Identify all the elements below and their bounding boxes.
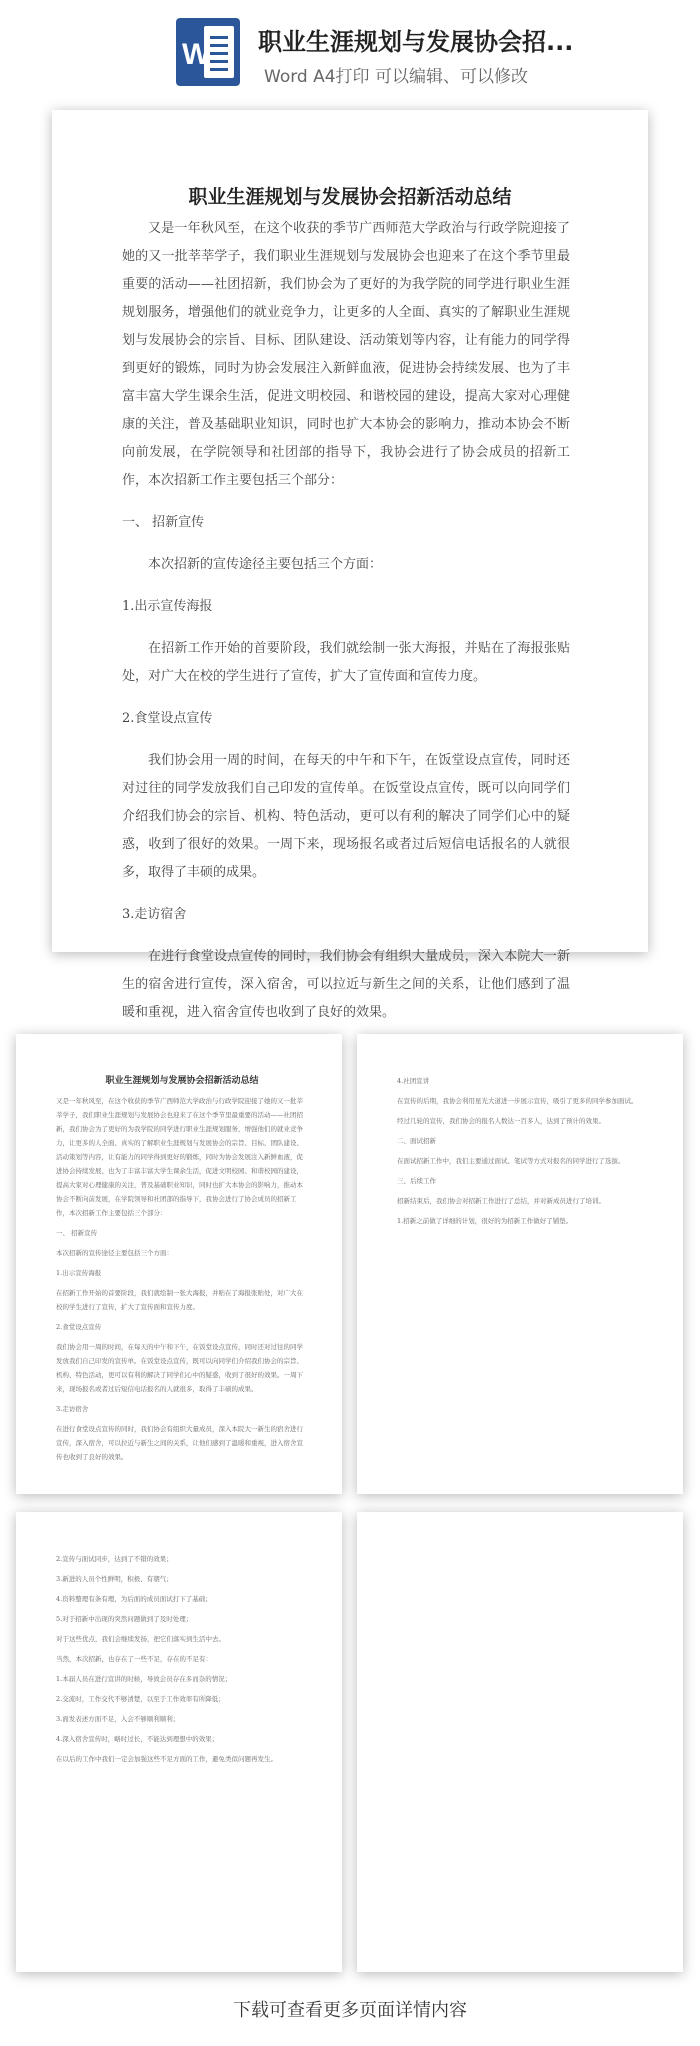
section-intro: 本次招新的宣传途径主要包括三个方面： xyxy=(148,557,383,572)
thumb-text: 2.宣传与面试同步，达到了不错的效果； xyxy=(56,1555,173,1563)
document-body xyxy=(122,215,570,1027)
thumb-text: 在招新工作开始的首要阶段，我们就绘制一张大海报，并贴在了海报张贴处，对广大在校的学生进行了宣传，扩大了宣传面和宣传力度。 xyxy=(56,1289,303,1311)
thumb-text: 二、面试招新 xyxy=(397,1137,436,1145)
thumb-text: 一、 招新宣传 xyxy=(56,1229,98,1237)
page-thumbnail-1[interactable] xyxy=(16,1034,342,1494)
thumb-text: 3.面发表述方面不足，入会不够顺利顺利； xyxy=(56,1715,180,1723)
thumb-text: 4.资料整理有条有理，为后面的成员面试打下了基础； xyxy=(56,1595,212,1603)
thumb-text: 经过几轮的宣传，我们协会的报名人数达一百多人，达到了预计的效果。 xyxy=(397,1117,605,1125)
thumb-text: 3.走访宿舍 xyxy=(56,1405,89,1413)
thumb-text: 在进行食堂设点宣传的同时，我们协会有组织大量成员，深入本院大一新生的宿舍进行宣传，深入宿舍，可以拉近与新生之间的关系，让他们感到了温暖和重视，进入宿舍宣传也收到了良好的效果。 xyxy=(56,1425,303,1461)
thumb-text: 5.对于招新中出现的突然问题做到了及时处理； xyxy=(56,1615,193,1623)
page-thumbnail-2[interactable] xyxy=(357,1034,683,1494)
thumb-text: 3.新进的人员个性鲜明，积极、有朝气； xyxy=(56,1575,173,1583)
document-page-preview xyxy=(52,110,648,1020)
thumb-text: 我们协会用一周的时间，在每天的中午和下午，在饭堂设点宣传，同时还对过往的同学发放我们自己印发的宣传单。在饭堂设点宣传，既可以向同学们介绍我们协会的宗旨、机构、特色活动，更可以有利的解决了同学们心中的疑惑，收到了很好的效果。一周下来，现场报名或者过后短信电话报名的人就很多，取得了丰硕的成果。 xyxy=(56,1343,303,1393)
thumb-text: 本次招新的宣传途径主要包括三个方面： xyxy=(56,1249,173,1257)
thumb-text: 又是一年秋风至，在这个收获的季节广西师范大学政治与行政学院迎接了她的又一批莘莘学子，我们职业生涯规划与发展协会也迎来了在这个季节里最重要的活动——社团招新，我们协会为了更好的为我学院的同学进行职业生涯规划服务，增强他们的就业竞争力，让更多的人全面、真实的了解职业生涯规划与发展协会的宗旨、目标、团队建设、活动策划等内容，让有能力的同学得到更好的锻炼，同时为协会发展注入新鲜血液，促进协会持续发展、也为了丰富丰富大学生课余生活，促进文明校园、和谐校园的建设，提高大家对心理健康的关注，普及基础职业知识，同时也扩大本协会的影响力，推动本协会不断向前发展，在学院领导和社团部的指导下，我协会进行了协会成员的招新工作，本次招新工作主要包括三个部分： xyxy=(56,1097,303,1217)
item-heading: 1.出示宣传海报 xyxy=(122,599,213,614)
thumb-text: 当然，本次招新，也存在了一些不足，存在的不足有： xyxy=(56,1655,212,1663)
document-title-header: 职业生涯规划与发展协会招... xyxy=(258,28,574,56)
thumb-text: 招新结束后，我们协会对招新工作进行了总结，并对新成员进行了培训。 xyxy=(397,1197,605,1205)
thumb-text: 在以后的工作中我们一定会加强这些不足方面的工作，避免类似问题再发生。 xyxy=(56,1755,277,1763)
section-heading: 一、 招新宣传 xyxy=(122,515,205,530)
page-thumbnail-4-blank[interactable] xyxy=(357,1512,683,1972)
page-thumbnail-3[interactable] xyxy=(16,1512,342,1972)
thumb-text: 1.本届人员在进行宣讲的时候，导致会员存在多而杂的情况； xyxy=(56,1675,232,1683)
page-title: 职业生涯规划与发展协会招新活动总结 xyxy=(188,186,512,208)
item-heading: 3.走访宿舍 xyxy=(122,907,187,922)
thumb-text: 在面试招新工作中，我们主要通过面试、笔试等方式对报名的同学进行了选拔。 xyxy=(397,1157,625,1165)
thumb-text: 1.出示宣传海报 xyxy=(56,1269,102,1277)
thumb-text: 4.社团宣讲 xyxy=(397,1077,430,1085)
thumb-title: 职业生涯规划与发展协会招新活动总结 xyxy=(105,1076,259,1086)
thumb-text: 2.交流时，工作交代不够清楚，以至于工作效率有所降低； xyxy=(56,1695,225,1703)
thumb-text: 4.深入宿舍宣传时，略时过长，不能达到理想中的效果； xyxy=(56,1735,219,1743)
document-format-subtitle: Word A4打印 可以编辑、可以修改 xyxy=(264,67,528,87)
word-icon: W xyxy=(176,18,240,86)
thumb-text: 1.招新之前做了详细的计划，很好的为招新工作做好了铺垫。 xyxy=(397,1217,573,1225)
thumb-text: 三、后续工作 xyxy=(397,1177,436,1185)
header xyxy=(0,0,700,100)
thumb-text: 2.食堂设点宣传 xyxy=(56,1323,102,1331)
item-paragraph: 我们协会用一周的时间，在每天的中午和下午，在饭堂设点宣传，同时还对过往的同学发放我们自己印发的宣传单。在饭堂设点宣传，既可以向同学们介绍我们协会的宗旨、机构、特色活动，更可以有利的解决了同学们心中的疑惑，收到了很好的效果。一周下来，现场报名或者过后短信电话报名的人就很多，取得了丰硕的成果。 xyxy=(122,753,570,880)
thumb-text: 对于这些优点，我们会继续发扬，把它们落实到生活中去。 xyxy=(56,1635,225,1643)
download-more-link[interactable]: 下载可查看更多页面详情内容 xyxy=(233,2000,467,2021)
item-heading: 2.食堂设点宣传 xyxy=(122,711,213,726)
intro-paragraph: 又是一年秋风至，在这个收获的季节广西师范大学政治与行政学院迎接了她的又一批莘莘学子，我们职业生涯规划与发展协会也迎来了在这个季节里最重要的活动——社团招新，我们协会为了更好的为我学院的同学进行职业生涯规划服务，增强他们的就业竞争力，让更多的人全面、真实的了解职业生涯规划与发展协会的宗旨、目标、团队建设、活动策划等内容，让有能力的同学得到更好的锻炼，同时为协会发展注入新鲜血液，促进协会持续发展、也为了丰富丰富大学生课余生活，促进文明校园、和谐校园的建设，提高大家对心理健康的关注，普及基础职业知识，同时也扩大本协会的影响力，推动本协会不断向前发展，在学院领导和社团部的指导下，我协会进行了协会成员的招新工作，本次招新工作主要包括三个部分： xyxy=(122,221,570,488)
item-paragraph: 在进行食堂设点宣传的同时，我们协会有组织大量成员，深入本院大一新生的宿舍进行宣传，深入宿舍，可以拉近与新生之间的关系，让他们感到了温暖和重视，进入宿舍宣传也收到了良好的效果。 xyxy=(122,949,570,1020)
item-paragraph: 在招新工作开始的首要阶段，我们就绘制一张大海报，并贴在了海报张贴处，对广大在校的学生进行了宣传，扩大了宣传面和宣传力度。 xyxy=(122,641,570,684)
thumb-text: 在宣传的后期，我协会利用星光大道进一步展示宣传，吸引了更多的同学参加面试。 xyxy=(397,1097,638,1105)
